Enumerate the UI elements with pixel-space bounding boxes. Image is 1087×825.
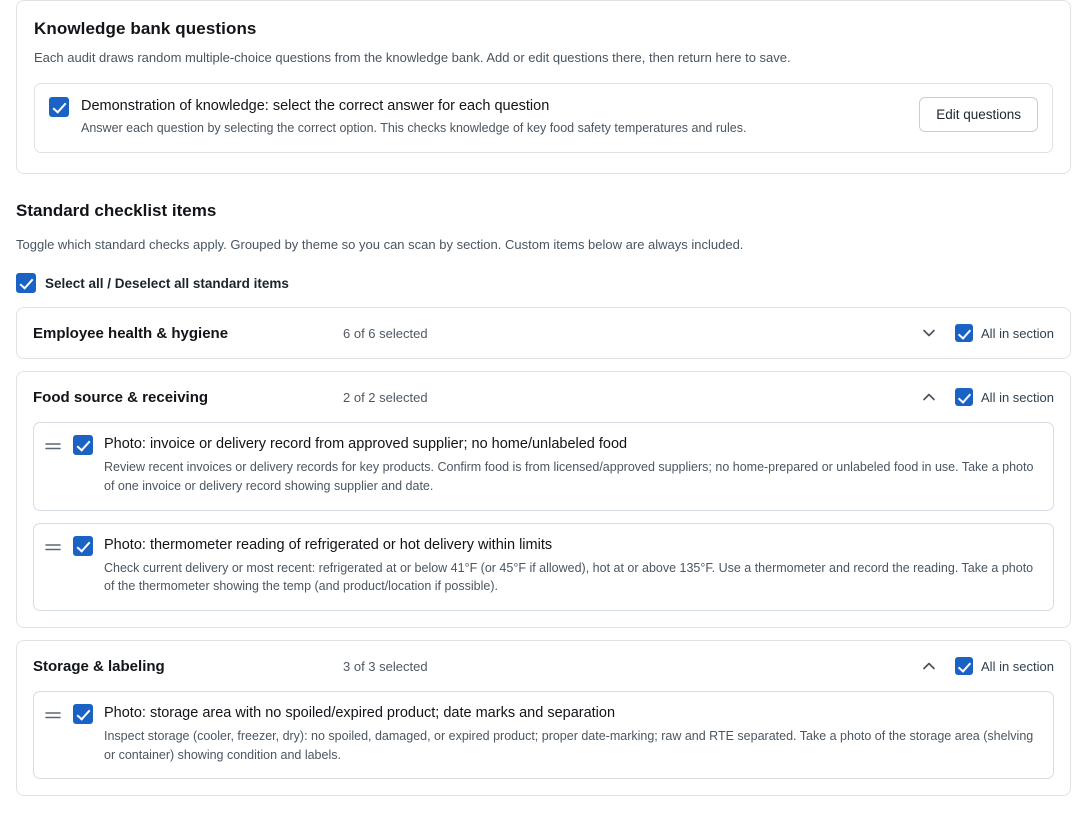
group-selected-count: 2 of 2 selected bbox=[343, 389, 428, 405]
select-all-checkbox[interactable] bbox=[16, 273, 36, 293]
all-in-section-label: All in section bbox=[981, 325, 1054, 341]
knowledge-bank-item-checkbox[interactable] bbox=[49, 97, 69, 117]
knowledge-bank-item-title: Demonstration of knowledge: select the correct answer for each question bbox=[81, 98, 550, 115]
drag-handle-icon[interactable] bbox=[44, 435, 62, 453]
checklist-item-title: Photo: storage area with no spoiled/expired product; date marks and separation bbox=[104, 705, 616, 722]
select-all-label: Select all / Deselect all standard items bbox=[45, 275, 289, 291]
checklist-item-description: Review recent invoices or delivery records for key products. Confirm food is from licensed/approved suppliers; no home-prepared or unlabeled food in use. Take a photo of one invoice or delivery record showing supplier and date. bbox=[104, 460, 1034, 494]
all-in-section-label: All in section bbox=[981, 389, 1054, 405]
checklist-item-checkbox[interactable] bbox=[73, 536, 93, 556]
edit-questions-button[interactable]: Edit questions bbox=[919, 97, 1038, 132]
group-header[interactable] bbox=[17, 372, 1070, 422]
drag-handle-icon[interactable] bbox=[44, 704, 62, 722]
chevron-up-icon[interactable] bbox=[919, 387, 939, 407]
all-in-section-control[interactable] bbox=[955, 388, 1054, 406]
checklist-item-description: Check current delivery or most recent: refrigerated at or below 41°F (or 45°F if allowed), hot at or above 135°F. Use a thermometer and record the reading. Take a photo of the thermometer showing the temp (and product/location if possible). bbox=[104, 560, 1034, 594]
group-name: Employee health & hygiene bbox=[33, 324, 229, 342]
standard-checklist-title: Standard checklist items bbox=[16, 201, 217, 221]
knowledge-bank-item-description: Answer each question by selecting the correct option. This checks knowledge of key food safety temperatures and rules. bbox=[81, 121, 747, 136]
checklist-item bbox=[33, 691, 1054, 779]
all-in-section-checkbox[interactable] bbox=[955, 388, 973, 406]
checklist-item-description: Inspect storage (cooler, freezer, dry): no spoiled, damaged, or expired product; proper date-marking; raw and RTE separated. Take a photo of the storage area (shelving or container) showing condition and labels. bbox=[104, 728, 1034, 762]
checklist-item bbox=[33, 523, 1054, 611]
group-employee-health-hygiene bbox=[16, 307, 1071, 359]
knowledge-bank-item bbox=[34, 83, 1053, 153]
group-body bbox=[17, 691, 1070, 795]
group-selected-count: 3 of 3 selected bbox=[343, 658, 428, 674]
group-storage-labeling bbox=[16, 640, 1071, 796]
group-body bbox=[17, 422, 1070, 627]
chevron-down-icon[interactable] bbox=[919, 323, 939, 343]
group-header[interactable] bbox=[17, 641, 1070, 691]
group-name: Storage & labeling bbox=[33, 657, 165, 675]
group-food-source-receiving bbox=[16, 371, 1071, 628]
all-in-section-control[interactable] bbox=[955, 657, 1054, 675]
all-in-section-checkbox[interactable] bbox=[955, 657, 973, 675]
group-selected-count: 6 of 6 selected bbox=[343, 325, 428, 341]
checklist-item-checkbox[interactable] bbox=[73, 435, 93, 455]
group-name: Food source & receiving bbox=[33, 388, 209, 406]
checklist-item-checkbox[interactable] bbox=[73, 704, 93, 724]
knowledge-bank-title: Knowledge bank questions bbox=[34, 19, 257, 38]
checklist-item-title: Photo: invoice or delivery record from approved supplier; no home/unlabeled food bbox=[104, 436, 628, 453]
checklist-item-text bbox=[104, 435, 1039, 495]
knowledge-bank-subtitle: Each audit draws random multiple-choice questions from the knowledge bank. Add or edit questions there, then return here to save. bbox=[34, 50, 791, 65]
standard-checklist-subtitle: Toggle which standard checks apply. Grouped by theme so you can scan by section. Custom items below are always included. bbox=[16, 237, 744, 253]
all-in-section-label: All in section bbox=[981, 658, 1054, 674]
chevron-up-icon[interactable] bbox=[919, 656, 939, 676]
checklist-item-text bbox=[104, 536, 1039, 596]
all-in-section-checkbox[interactable] bbox=[955, 324, 973, 342]
checklist-item-title: Photo: thermometer reading of refrigerated or hot delivery within limits bbox=[104, 536, 553, 553]
drag-handle-icon[interactable] bbox=[44, 536, 62, 554]
knowledge-bank-panel bbox=[16, 0, 1071, 174]
select-all-row[interactable] bbox=[16, 273, 1071, 293]
checklist-item-text bbox=[104, 704, 1039, 764]
all-in-section-control[interactable] bbox=[955, 324, 1054, 342]
knowledge-bank-item-text bbox=[81, 97, 907, 137]
checklist-item bbox=[33, 422, 1054, 510]
group-header[interactable] bbox=[17, 308, 1070, 358]
